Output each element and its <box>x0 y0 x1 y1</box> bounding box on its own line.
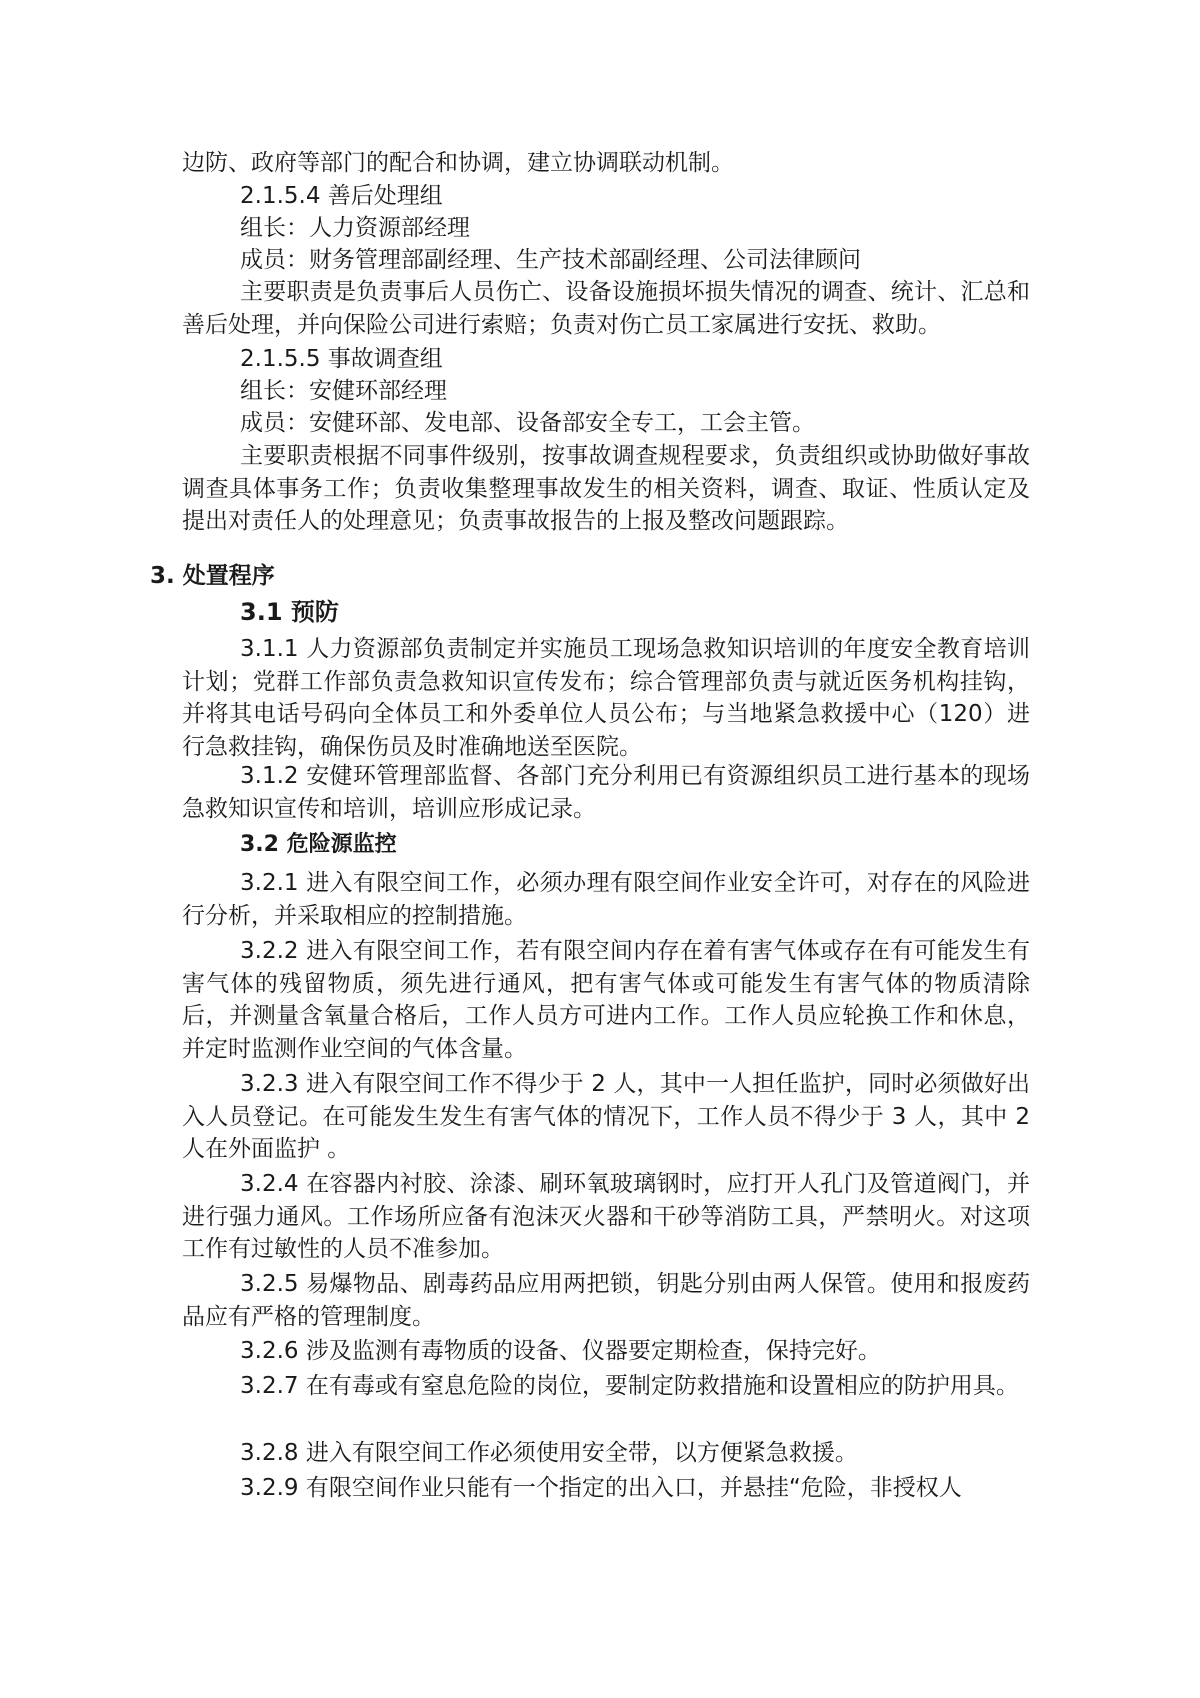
body-paragraph: 主要职责根据不同事件级别，按事故调查规程要求，负责组织或协助做好事故调查具体事务工作；负责收集整理事故发生的相关资料，调查、取证、性质认定及提出对责任人的处理意见；负责事故报告的上报及整改问题跟踪。 <box>182 443 1030 534</box>
body-paragraph: 3.1.1 人力资源部负责制定并实施员工现场急救知识培训的年度安全教育培训计划；党群工作部负责急救知识宣传发布；综合管理部负责与就近医务机构挂钩，并将其电话号码向全体员工和外委单位人员公布；与当地紧急救援中心（120）进行急救挂钩，确保伤员及时准确地送至医院。 <box>182 636 1030 760</box>
body-line: 组长：人力资源部经理 <box>240 215 470 241</box>
body-line: 成员：财务管理部副经理、生产技术部副经理、公司法律顾问 <box>240 247 861 273</box>
body-paragraph: 3.2.6 涉及监测有毒物质的设备、仪器要定期检查，保持完好。 <box>240 1338 881 1364</box>
body-line: 边防、政府等部门的配合和协调，建立协调联动机制。 <box>182 150 734 176</box>
subsection-heading: 3.2 危险源监控 <box>240 832 397 857</box>
body-paragraph: 3.2.8 进入有限空间工作必须使用安全带，以方便紧急救援。 <box>240 1440 858 1466</box>
body-paragraph: 3.2.9 有限空间作业只能有一个指定的出入口，并悬挂“危险，非授权人 <box>240 1475 962 1501</box>
body-paragraph: 3.2.7 在有毒或有窒息危险的岗位，要制定防救措施和设置相应的防护用具。 <box>240 1373 1019 1399</box>
body-paragraph: 主要职责是负责事后人员伤亡、设备设施损坏损失情况的调查、统计、汇总和善后处理，并向保险公司进行索赔；负责对伤亡员工家属进行安抚、救助。 <box>182 279 1030 338</box>
subsection-heading: 2.1.5.4 善后处理组 <box>240 183 443 209</box>
body-paragraph: 3.1.2 安健环管理部监督、各部门充分利用已有资源组织员工进行基本的现场急救知识宣传和培训，培训应形成记录。 <box>182 763 1030 822</box>
body-line: 成员：安健环部、发电部、设备部安全专工，工会主管。 <box>240 410 815 436</box>
body-paragraph: 3.2.5 易爆物品、剧毒药品应用两把锁，钥匙分别由两人保管。使用和报废药品应有严格的管理制度。 <box>182 1271 1030 1330</box>
subsection-heading: 2.1.5.5 事故调查组 <box>240 346 443 372</box>
body-paragraph: 3.2.4 在容器内衬胶、涂漆、刷环氧玻璃钢时，应打开人孔门及管道阀门，并进行强力通风。工作场所应备有泡沫灭火器和干砂等消防工具，严禁明火。对这项工作有过敏性的人员不准参加。 <box>182 1171 1030 1262</box>
subsection-heading: 3.1 预防 <box>240 598 339 626</box>
body-line: 组长：安健环部经理 <box>240 378 447 404</box>
body-paragraph: 3.2.3 进入有限空间工作不得少于 2 人，其中一人担任监护，同时必须做好出入人员登记。在可能发生发生有害气体的情况下，工作人员不得少于 3 人，其中 2 人在外面监护 。 <box>182 1071 1030 1162</box>
body-paragraph: 3.2.2 进入有限空间工作，若有限空间内存在着有害气体或存在有可能发生有害气体的残留物质，须先进行通风，把有害气体或可能发生有害气体的物质清除后，并测量含氧量合格后，工作人员方可进内工作。工作人员应轮换工作和休息，并定时监测作业空间的气体含量。 <box>182 938 1030 1062</box>
body-paragraph: 3.2.1 进入有限空间工作，必须办理有限空间作业安全许可，对存在的风险进行分析，并采取相应的控制措施。 <box>182 870 1030 929</box>
section-heading: 3. 处置程序 <box>150 563 275 589</box>
